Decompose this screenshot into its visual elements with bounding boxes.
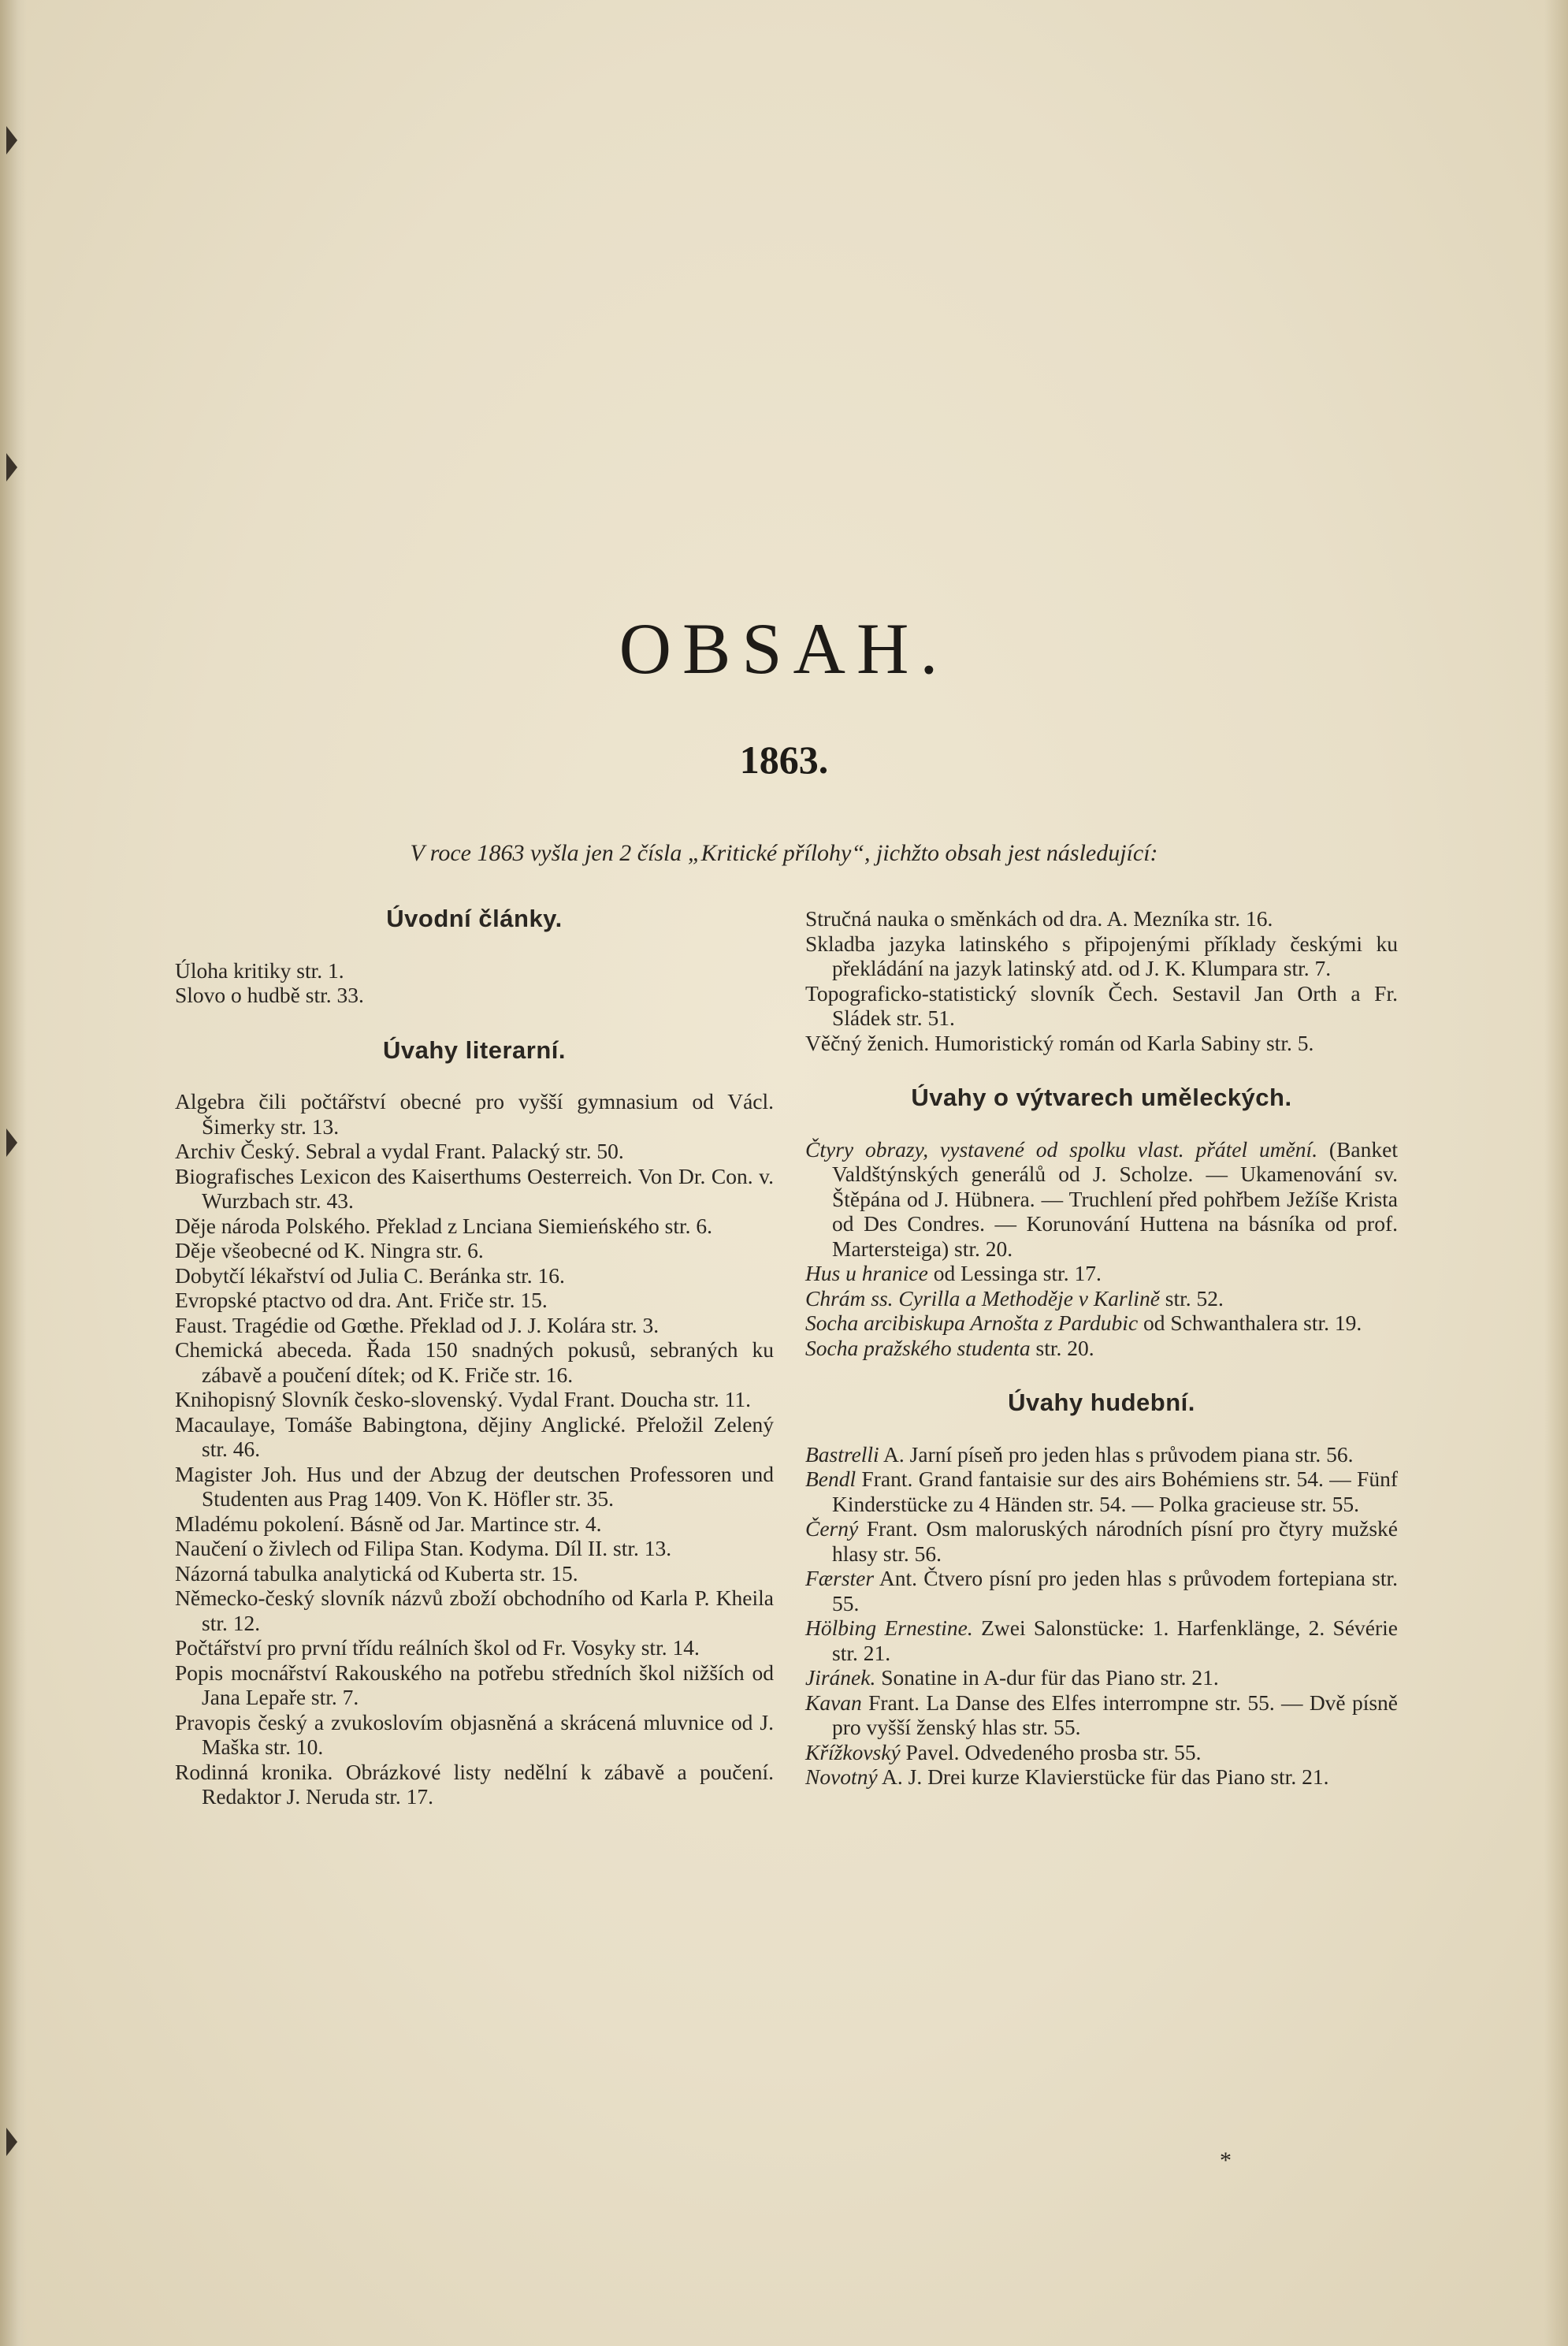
left-column [175,906,774,1809]
entry-rest: od Lessinga str. 17. [927,1261,1102,1285]
year-heading: 1863. [739,738,829,782]
list-item: Slovo o hudbě str. 33. [175,983,364,1007]
entry-lead: Socha pražského studenta [805,1335,1031,1360]
list-item: Dobytčí lékařství od Julia C. Beránka str. 16. [175,1262,565,1288]
entry-rest: Frant. Grand fantaisie sur des airs Bohémiens str. 54. — Fünf Kinderstücke zu 4 Händen str. 54. — Polka gracieuse str. 55. [832,1467,1398,1516]
page-left-edge [0,0,27,2346]
entry-rest: Frant. La Danse des Elfes interrompne str. 55. — Dvě písně pro vyšší ženský hlas str. 55. [832,1690,1398,1739]
list-item: Německo-český slovník názvů zboží obchodního od Karla P. Kheila str. 12. [175,1586,774,1635]
list-item: Naučení o živlech od Filipa Stan. Kodyma. Díl II. str. 13. [175,1536,672,1560]
list-item: Počtářství pro první třídu reálních škol od Fr. Vosyky str. 14. [175,1635,700,1660]
entry-rest: (Banket Valdštýnských generálů od J. Scholze. — Ukamenování sv. Štěpána od J. Hübnera. — Truchlení před pohřbem Ježíše Krista od Des Condres. — Korunování Huttena na básníka od prof. Martersteiga) str. 20. [832,1136,1398,1261]
list-item [805,1311,1398,1336]
list-item: Mladému pokolení. Básně od Jar. Martince str. 4. [175,1511,602,1536]
intro-text: V roce 1863 vyšla jen 2 čísla „Kritické přílohy“, jichžto obsah jest následující: [410,840,1158,866]
section-list-vytvarne [805,1137,1398,1361]
list-item [805,1516,1398,1566]
entry-lead: Bendl [805,1467,856,1491]
entry-rest: Zwei Salonstücke: 1. Harfenklänge, 2. Sévérie str. 21. [832,1615,1398,1665]
list-item [805,1286,1398,1311]
entry-rest: Frant. Osm maloruských národních písní pro čtyry mužské hlasy str. 56. [832,1516,1398,1566]
list-item: Děje všeobecné od K. Ningra str. 6. [175,1238,484,1262]
list-item: Popis mocnářství Rakouského na potřebu středních škol nižších od Jana Lepaře str. 7. [175,1660,774,1709]
list-item [805,1615,1398,1665]
entry-rest: A. Jarní píseň pro jeden hlas s průvodem piana str. 56. [879,1441,1354,1467]
list-item: Macaulaye, Tomáše Babingtona, dějiny Anglické. Přeložil Zelený str. 46. [175,1411,774,1461]
section-heading-uvodni: Úvodní články. [386,905,563,932]
entry-lead: Hölbing Ernestine. [805,1615,973,1640]
list-item [805,1442,1398,1467]
list-item [805,1764,1398,1790]
entry-lead: Færster [805,1566,875,1590]
section-heading-vytvarne: Úvahy o výtvarech uměleckých. [911,1084,1292,1111]
list-item: Úloha kritiky str. 1. [175,957,344,983]
list-item [805,1740,1398,1765]
entry-lead: Jiránek. [805,1665,876,1690]
entry-rest: Pavel. Odvedeného prosba str. 55. [900,1739,1202,1764]
list-item [805,1336,1398,1361]
list-item: Archiv Český. Sebral a vydal Frant. Palacký str. 50. [175,1139,624,1163]
entry-lead: Chrám ss. Cyrilla a Methoděje v Karlině [805,1285,1160,1311]
list-item [805,1137,1398,1262]
list-item: Evropské ptactvo od dra. Ant. Friče str. 15. [175,1288,548,1312]
right-column [805,906,1398,1790]
list-item: Věčný ženich. Humoristický román od Karla Sabiny str. 5. [805,1030,1314,1055]
list-item: Knihopisný Slovník česko-slovenský. Vydal Frant. Doucha str. 11. [175,1387,752,1411]
section-list-literarni [175,1089,774,1809]
list-item [805,1467,1398,1516]
list-item: Děje národa Polského. Překlad z Lnciana Siemieńského str. 6. [175,1213,712,1238]
section-heading-literarni: Úvahy literarní. [383,1035,566,1064]
entry-lead: Čtyry obrazy, vystavené od spolku vlast. přátel umění. [805,1136,1318,1162]
entry-rest: Sonatine in A-dur für das Piano str. 21. [875,1665,1219,1690]
entry-rest: str. 52. [1159,1285,1224,1311]
section-list-literarni-continued [805,906,1398,1055]
list-item: Pravopis český a zvukoslovím objasněná a skrácená mluvnice od J. Maška str. 10. [175,1709,774,1759]
list-item: Topograficko-statistický slovník Čech. Sestavil Jan Orth a Fr. Sládek str. 51. [805,980,1398,1030]
list-item [805,1665,1398,1690]
entry-rest: str. 20. [1030,1335,1094,1360]
entry-lead: Kavan [805,1690,862,1715]
footer-asterisk: * [1220,2147,1232,2173]
page-right-edge [1544,0,1568,2346]
list-item: Biografisches Lexicon des Kaiserthums Oesterreich. Von Dr. Con. v. Wurzbach str. 43. [175,1163,774,1213]
list-item: Stručná nauka o směnkách od dra. A. Mezníka str. 16. [805,906,1273,931]
list-item: Rodinná kronika. Obrázkové listy nedělní k zábavě a poučení. Redaktor J. Neruda str. 17. [175,1759,774,1809]
list-item: Chemická abeceda. Řada 150 snadných pokusů, sebraných ku zábavě a poučení dítek; od K. Friče str. 16. [175,1337,774,1387]
list-item: Názorná tabulka analytická od Kuberta str. 15. [175,1560,578,1586]
entry-lead: Černý [805,1516,859,1541]
list-item [805,1261,1398,1286]
list-item: Algebra čili počtářství obecné pro vyšší gymnasium od Václ. Šimerky str. 13. [175,1089,774,1139]
section-list-uvodni [175,958,774,1008]
entry-lead: Socha arcibiskupa Arnošta z Pardubic [805,1311,1139,1335]
entry-lead: Křížkovský [805,1739,901,1764]
entry-rest: od Schwanthalera str. 19. [1138,1311,1362,1335]
entry-lead: Bastrelli [805,1441,879,1467]
entry-rest: Ant. Čtvero písní pro jeden hlas s průvodem fortepiana str. 55. [832,1566,1398,1615]
list-item: Faust. Tragédie od Gœthe. Překlad od J. J. Kolára str. 3. [175,1312,660,1337]
entry-lead: Novotný [805,1764,878,1789]
entry-lead: Hus u hranice [805,1261,928,1285]
page-title: OBSAH. [619,608,949,689]
entry-rest: A. J. Drei kurze Klavierstücke für das Piano str. 21. [877,1764,1329,1789]
list-item: Magister Joh. Hus und der Abzug der deutschen Professoren und Studenten aus Prag 1409. Von K. Höfler str. 35. [175,1461,774,1511]
list-item: Skladba jazyka latinského s připojenými příklady českými ku překládání na jazyk latinský atd. od J. K. Klumpara str. 7. [805,931,1398,980]
list-item [805,1566,1398,1615]
section-list-hudebni [805,1442,1398,1790]
list-item [805,1690,1398,1740]
section-heading-hudebni: Úvahy hudební. [1008,1389,1195,1416]
